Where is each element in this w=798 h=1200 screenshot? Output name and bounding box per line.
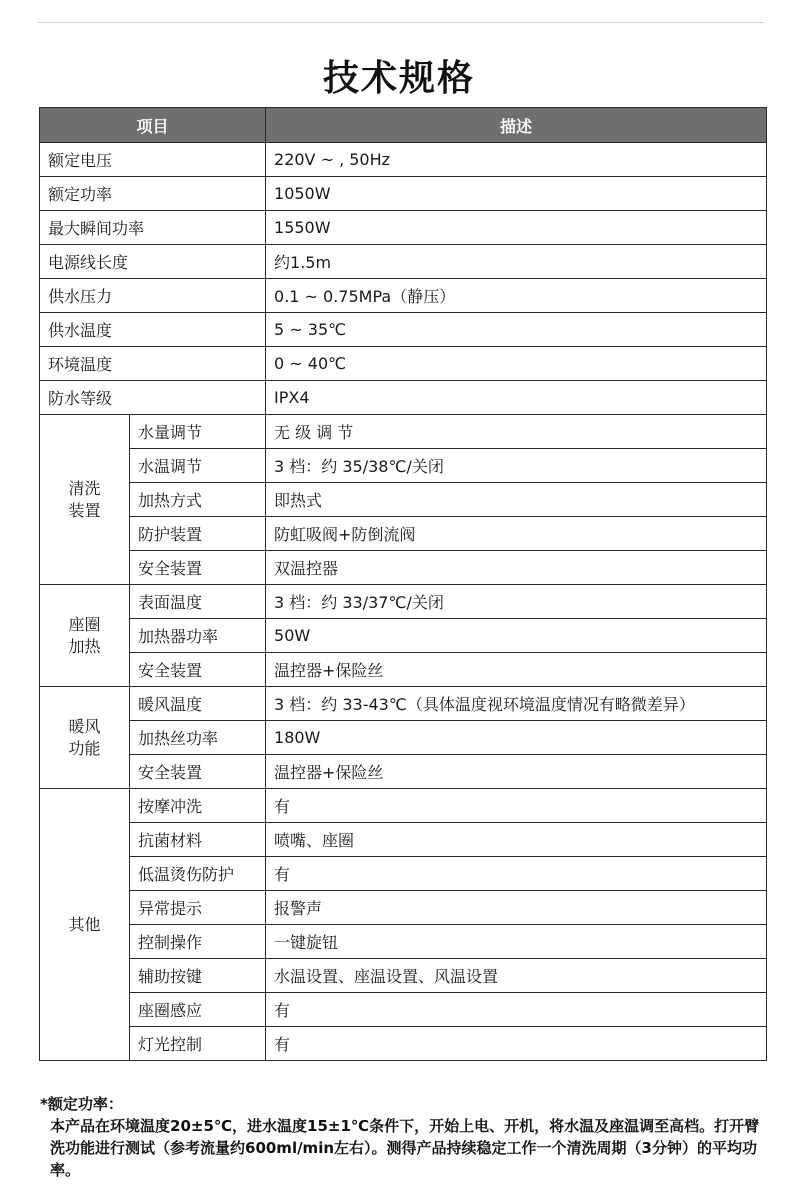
spec-label: 环境温度 [40,347,266,381]
spec-value: 喷嘴、座圈 [266,823,767,857]
spec-value: IPX4 [266,381,767,415]
spec-sublabel: 防护装置 [130,517,266,551]
table-row [40,313,767,347]
spec-value: 即热式 [266,483,767,517]
spec-value: 3 档：约 33/37℃/关闭 [266,585,767,619]
header-desc: 描述 [266,108,767,143]
table-row [40,755,767,789]
spec-sublabel: 安全装置 [130,551,266,585]
table-row [40,823,767,857]
table-row [40,279,767,313]
table-row [40,993,767,1027]
group-label [40,789,130,1061]
spec-value: 有 [266,789,767,823]
footnote-heading: *额定功率： [40,1095,123,1113]
spec-label: 额定功率 [40,177,266,211]
table-row [40,143,767,177]
spec-sublabel: 辅助按键 [130,959,266,993]
table-row [40,415,767,449]
table-row [40,1027,767,1061]
table-row [40,381,767,415]
spec-value: 220V ~ , 50Hz [266,143,767,177]
spec-sublabel: 抗菌材料 [130,823,266,857]
spec-value: 3 档：约 35/38℃/关闭 [266,449,767,483]
header-item: 项目 [40,108,266,143]
group-label-line: 其他 [68,914,101,934]
group-label-line: 装置 [68,500,101,520]
spec-label: 最大瞬间功率 [40,211,266,245]
group-label-line: 功能 [68,738,101,758]
table-row [40,449,767,483]
group-label-line: 清洗 [68,478,101,498]
table-row [40,789,767,823]
spec-body [40,143,767,1061]
table-row [40,551,767,585]
table-row [40,245,767,279]
spec-sublabel: 灯光控制 [130,1027,266,1061]
top-divider [38,22,764,23]
table-row [40,653,767,687]
table-row [40,959,767,993]
spec-sublabel: 暖风温度 [130,687,266,721]
spec-sublabel: 控制操作 [130,925,266,959]
spec-value: 3 档：约 33-43℃（具体温度视环境温度情况有略微差异） [266,687,767,721]
spec-value: 50W [266,619,767,653]
spec-value: 1050W [266,177,767,211]
spec-value: 0.1 ~ 0.75MPa（静压） [266,279,767,313]
spec-value: 0 ~ 40℃ [266,347,767,381]
table-row [40,619,767,653]
spec-value: 有 [266,1027,767,1061]
table-row [40,585,767,619]
spec-value: 双温控器 [266,551,767,585]
spec-label: 供水温度 [40,313,266,347]
spec-value: 1550W [266,211,767,245]
spec-value: 温控器+保险丝 [266,653,767,687]
spec-value: 无 级 调 节 [266,415,767,449]
spec-label: 电源线长度 [40,245,266,279]
table-row [40,177,767,211]
spec-value: 报警声 [266,891,767,925]
table-row [40,347,767,381]
spec-table [39,107,767,1061]
footnote [40,1093,770,1181]
group-label-line: 座圈 [68,614,101,634]
table-row [40,857,767,891]
table-row [40,925,767,959]
table-header-row [40,108,767,143]
spec-sublabel: 水量调节 [130,415,266,449]
spec-value: 有 [266,857,767,891]
group-label [40,687,130,789]
spec-sublabel: 按摩冲洗 [130,789,266,823]
spec-value: 约1.5m [266,245,767,279]
table-row [40,517,767,551]
table-row [40,891,767,925]
spec-label: 供水压力 [40,279,266,313]
spec-label: 额定电压 [40,143,266,177]
footnote-body: 本产品在环境温度20±5℃，进水温度15±1℃条件下，开始上电、开机，将水温及座温调至高档。打开臂洗功能进行测试（参考流量约600ml/min左右）。测得产品持续稳定工作一个清洗周期（3分钟）的平均功率。 [50,1117,760,1179]
table-row [40,687,767,721]
group-label-line: 加热 [68,636,101,656]
spec-value: 180W [266,721,767,755]
table-row [40,483,767,517]
spec-value: 一键旋钮 [266,925,767,959]
table-row [40,211,767,245]
spec-sublabel: 安全装置 [130,755,266,789]
spec-value: 水温设置、座温设置、风温设置 [266,959,767,993]
spec-value: 有 [266,993,767,1027]
spec-sublabel: 座圈感应 [130,993,266,1027]
spec-label: 防水等级 [40,381,266,415]
table-row [40,721,767,755]
spec-value: 防虹吸阀+防倒流阀 [266,517,767,551]
spec-sublabel: 安全装置 [130,653,266,687]
spec-sublabel: 加热器功率 [130,619,266,653]
spec-sublabel: 低温烫伤防护 [130,857,266,891]
spec-sublabel: 异常提示 [130,891,266,925]
group-label [40,585,130,687]
spec-sublabel: 加热方式 [130,483,266,517]
spec-sublabel: 加热丝功率 [130,721,266,755]
spec-value: 温控器+保险丝 [266,755,767,789]
spec-value: 5 ~ 35℃ [266,313,767,347]
group-label-line: 暖风 [68,716,101,736]
group-label [40,415,130,585]
page-title: 技术规格 [322,58,475,99]
spec-sublabel: 表面温度 [130,585,266,619]
spec-sublabel: 水温调节 [130,449,266,483]
